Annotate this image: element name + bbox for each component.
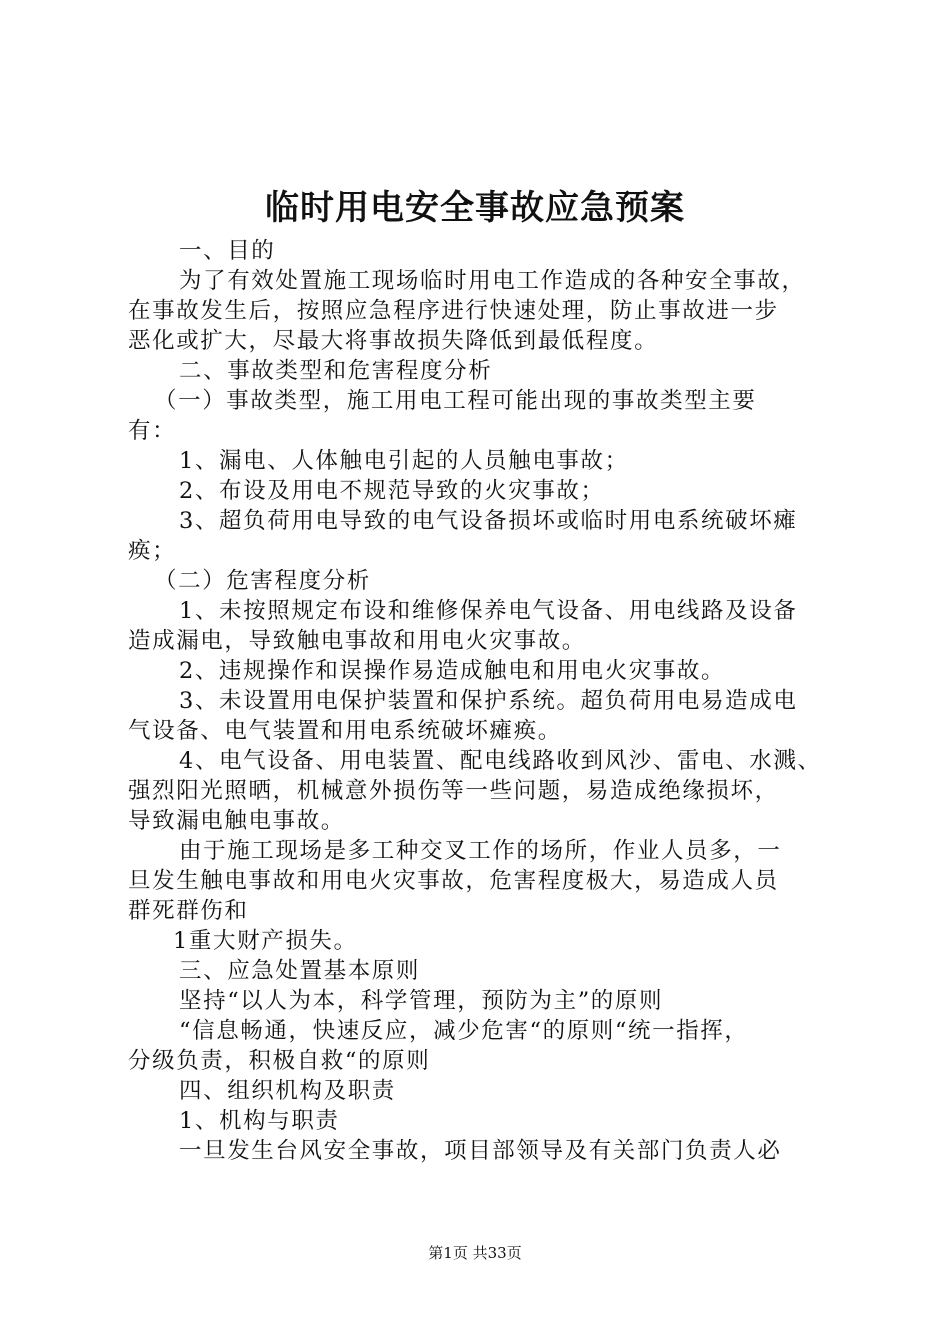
- body-line: 一旦发生台风安全事故，项目部领导及有关部门负责人必: [179, 1138, 782, 1164]
- body-line: 4、电气设备、用电装置、配电线路收到风沙、雷电、水溅、: [179, 748, 822, 774]
- body-line: 三、应急处置基本原则: [179, 958, 421, 984]
- body-line: 造成漏电，导致触电事故和用电火灾事故。: [128, 628, 586, 654]
- body-line: “信息畅通，快速反应，减少危害“的原则“统一指挥，: [179, 1018, 749, 1044]
- document-title: 临时用电安全事故应急预案: [265, 188, 685, 228]
- body-line: （二）危害程度分析: [154, 568, 371, 594]
- body-line: 1重大财产损失。: [173, 928, 358, 954]
- body-line: 坚持“以人为本，科学管理，预防为主”的原则: [179, 988, 664, 1014]
- body-line: 痪；: [128, 538, 177, 564]
- body-line: 2、违规操作和误操作易造成触电和用电火灾事故。: [179, 658, 726, 684]
- body-line: 1、未按照规定布设和维修保养电气设备、用电线路及设备: [179, 598, 798, 624]
- body-line: 一、目的: [179, 238, 276, 264]
- body-line: 导致漏电触电事故。: [128, 808, 345, 834]
- body-line: （一）事故类型，施工用电工程可能出现的事故类型主要: [154, 388, 757, 414]
- body-line: 在事故发生后，按照应急程序进行快速处理，防止事故进一步: [128, 298, 779, 324]
- body-line: 2、布设及用电不规范导致的火灾事故；: [179, 478, 605, 504]
- body-line: 四、组织机构及职责: [179, 1078, 396, 1104]
- body-line: 有：: [128, 418, 177, 444]
- document-body: [128, 236, 832, 1166]
- body-line: 为了有效处置施工现场临时用电工作造成的各种安全事故，: [179, 268, 806, 294]
- body-line: 分级负责，积极自救“的原则: [128, 1048, 431, 1074]
- body-line: 群死群伤和: [128, 898, 249, 924]
- body-line: 1、漏电、人体触电引起的人员触电事故；: [179, 448, 629, 474]
- body-line: 二、事故类型和危害程度分析: [179, 358, 493, 384]
- body-line: 气设备、电气装置和用电系统破坏瘫痪。: [128, 718, 562, 744]
- body-line: 由于施工现场是多工种交叉工作的场所，作业人员多，一: [179, 838, 782, 864]
- body-line: 旦发生触电事故和用电火灾事故，危害程度极大，易造成人员: [128, 868, 779, 894]
- body-line: 1、机构与职责: [179, 1108, 340, 1134]
- body-line: 强烈阳光照晒，机械意外损伤等一些问题，易造成绝缘损坏，: [128, 778, 779, 804]
- body-line: 恶化或扩大，尽最大将事故损失降低到最低程度。: [128, 328, 659, 354]
- body-line: 3、未设置用电保护装置和保护系统。超负荷用电易造成电: [179, 688, 798, 714]
- body-line: 3、超负荷用电导致的电气设备损坏或临时用电系统破坏瘫: [179, 508, 798, 534]
- page-footer: 第1页 共33页: [428, 1244, 522, 1262]
